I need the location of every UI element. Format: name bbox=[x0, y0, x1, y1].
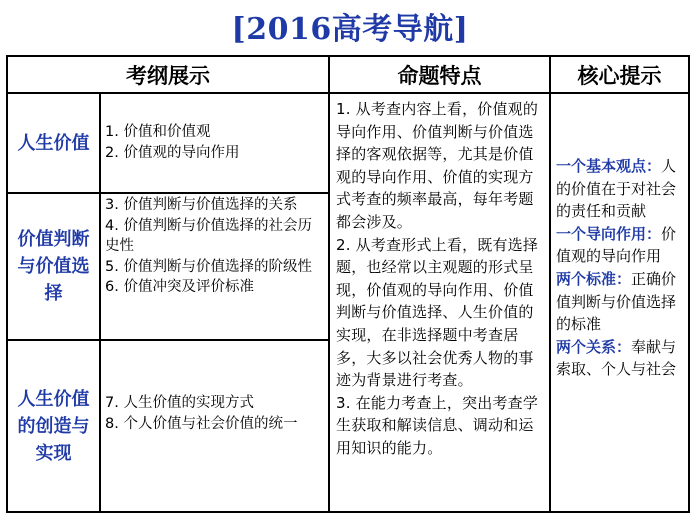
core-label: 一个导向作用： bbox=[556, 224, 662, 243]
title-prefix: [2016 bbox=[231, 12, 332, 47]
topic-line: 人生价值 bbox=[17, 388, 90, 410]
core-label: 两个关系： bbox=[556, 337, 632, 356]
list-item: 6. 价值冲突及评价标准 bbox=[105, 279, 254, 295]
syllabus-list-1 bbox=[101, 122, 326, 163]
topic-line: 人生价值 bbox=[17, 132, 90, 154]
topic-life-value bbox=[8, 94, 99, 192]
header-features: 命题特点 bbox=[397, 63, 482, 88]
syllabus-list-2 bbox=[101, 195, 326, 298]
header-core: 核心提示 bbox=[577, 63, 662, 88]
list-item: 3. 价值判断与价值选择的关系 bbox=[105, 197, 298, 213]
core-point bbox=[556, 268, 685, 336]
feature-item: 2. 从考查形式上看，既有选择题，也经常以主观题的形式呈现，价值观的导向作用、价值判断与价值选择、人生价值的实现，在非选择题中考查居多，大多以社会优秀人物的事迹为背景进行考查。 bbox=[336, 235, 539, 390]
feature-item: 3. 在能力考查上，突出考查学生获取和解读信息、调动和运用知识的能力。 bbox=[336, 393, 539, 457]
page-title bbox=[0, 4, 700, 48]
list-item: 8. 个人价值与社会价值的统一 bbox=[105, 415, 298, 432]
topic-line: 实现 bbox=[35, 442, 72, 464]
title-suffix: ] bbox=[453, 12, 469, 47]
topic-line: 择 bbox=[44, 283, 63, 304]
core-point bbox=[556, 336, 685, 381]
list-item: 5. 价值判断与价值选择的阶级性 bbox=[105, 258, 312, 275]
core-text: 奉献与索取、个人与社会 bbox=[556, 337, 677, 379]
list-item: 7. 人生价值的实现方式 bbox=[105, 395, 254, 411]
header-syllabus: 考纲展示 bbox=[126, 63, 210, 88]
topic-value-judgment bbox=[8, 194, 99, 339]
topic-value-creation bbox=[8, 341, 99, 511]
core-label: 一个基本观点： bbox=[556, 157, 662, 175]
topic-line: 与价值选 bbox=[17, 256, 90, 277]
topic-line: 价值判断 bbox=[17, 229, 90, 250]
core-text: 人的价值在于对社会的责任和贡献 bbox=[556, 157, 677, 221]
list-item: 4. 价值判断与价值选择的社会历史性 bbox=[105, 217, 312, 254]
core-point bbox=[556, 223, 685, 268]
syllabus-list-3 bbox=[101, 393, 326, 434]
core-label: 两个标准： bbox=[556, 269, 632, 288]
feature-item: 1. 从考查内容上看，价值观的导向作用、价值判断与价值选择的客观依据等，尤其是价值观的导向作用、价值的实现方式考查的频率最高，每年考题都会涉及。 bbox=[336, 100, 539, 231]
core-point bbox=[556, 155, 685, 223]
core-text: 价值观的导向作用 bbox=[556, 224, 677, 266]
list-item: 2. 价值观的导向作用 bbox=[105, 144, 240, 161]
core-text: 正确价值判断与价值选择的标准 bbox=[556, 269, 677, 334]
features-cell bbox=[330, 94, 549, 511]
title-main: 高考导航 bbox=[331, 12, 454, 47]
core-cell bbox=[551, 147, 688, 381]
list-item: 1. 价值和价值观 bbox=[105, 124, 211, 140]
topic-line: 的创造与 bbox=[17, 415, 90, 437]
guide-table bbox=[6, 55, 690, 513]
